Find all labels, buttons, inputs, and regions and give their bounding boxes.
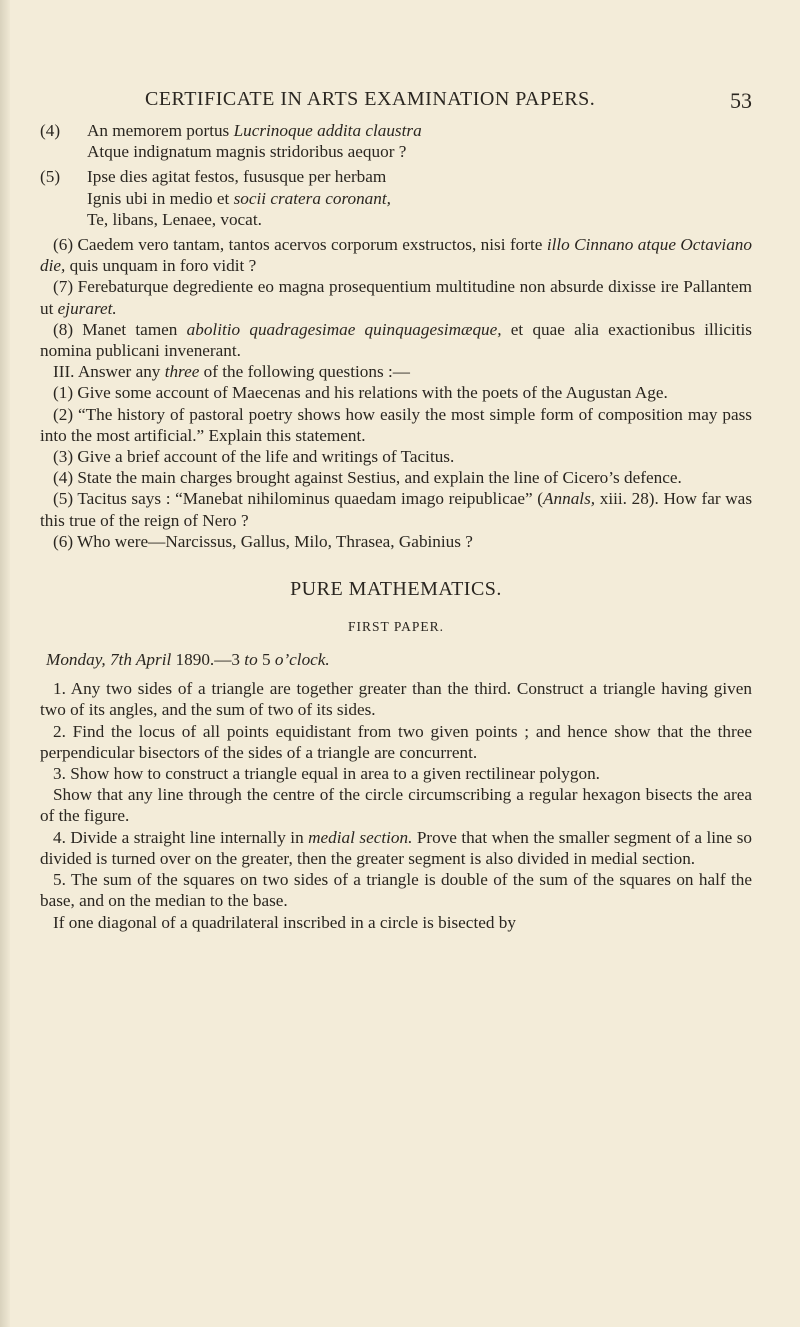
problem: Show that any line through the centre of the circle circumscribing a regular hexagon bisects the area of the figure. [40, 785, 752, 826]
problem: 3. Show how to construct a triangle equal in area to a given rectilinear polygon. [53, 764, 600, 784]
verse-lines [87, 120, 752, 162]
question: (5) Tacitus says : “Manebat nihilominus quaedam imago reipublicae” (Annals, xiii. 28). How far was this true of the reign of Nero ? [40, 489, 753, 530]
question: (2) “The history of pastoral poetry shows how easily the most simple form of composition may pass into the most artificial.” Explain this statement. [40, 404, 752, 445]
exam-date-line: Monday, 7th April 1890.—3 to 5 o’clock. [46, 650, 330, 670]
verse-passage [40, 166, 752, 230]
question: (4) State the main charges brought against Sestius, and explain the line of Cicero’s defence. [53, 468, 682, 488]
section-intro: III. Answer any three of the following questions :— [53, 362, 410, 382]
verse-line: Ignis ubi in medio et socii cratera coronant, [87, 188, 391, 208]
problem: 4. Divide a straight line internally in medial section. Prove that when the smaller segment of a line so divided is turned over on the greater, then the greater segment is also divided in medial section. [40, 827, 753, 868]
verse-line: Atque indignatum magnis stridoribus aequor ? [87, 142, 407, 162]
running-head [40, 88, 752, 120]
verse-passage [40, 120, 752, 162]
verse-line: An memorem portus Lucrinoque addita claustra [87, 121, 422, 140]
page-binding-edge [0, 0, 10, 1327]
verse-line: Ipse dies agitat festos, fususque per herbam [87, 167, 387, 187]
question: (3) Give a brief account of the life and writings of Tacitus. [53, 447, 455, 467]
paper-subheading: FIRST PAPER. [347, 619, 445, 635]
latin-passage: (7) Ferebaturque degrediente eo magna prosequentium multitudine non absurde dixisse ire Pallantem ut ejuraret. [40, 277, 752, 318]
question: (1) Give some account of Maecenas and his relations with the poets of the Augustan Age. [53, 383, 668, 403]
problem: 1. Any two sides of a triangle are together greater than the third. Construct a triangle having given two of its angles, and the sum of two of its sides. [40, 679, 752, 720]
verse-line: Te, libans, Lenaee, vocat. [87, 209, 262, 229]
verse-lines [87, 166, 752, 230]
problem: 5. The sum of the squares on two sides of a triangle is double of the sum of the squares on half the base, and on the median to the base. [40, 870, 752, 911]
question: (6) Who were—Narcissus, Gallus, Milo, Thrasea, Gabinius ? [53, 531, 473, 551]
page-number: 53 [730, 88, 752, 113]
verse-number: (4) [40, 121, 61, 140]
verse-number: (5) [40, 167, 61, 187]
latin-passage: (8) Manet tamen abolitio quadragesimae quinquagesimæque, et quae alia exactionibus illicitis nomina publicani invenerant. [40, 319, 752, 361]
latin-passage: (6) Caedem vero tantam, tantos acervos corporum exstructos, nisi forte illo Cinnano atque Octaviano die, quis unquam in foro vidit ? [40, 235, 752, 276]
running-title: CERTIFICATE IN ARTS EXAMINATION PAPERS. [145, 88, 596, 110]
page [40, 88, 752, 933]
section-heading: PURE MATHEMATICS. [290, 578, 502, 601]
problem: 2. Find the locus of all points equidistant from two given points ; and hence show that the three perpendicular bisectors of the sides of a triangle are concurrent. [40, 721, 752, 762]
problem: If one diagonal of a quadrilateral inscribed in a circle is bisected by [53, 912, 516, 932]
